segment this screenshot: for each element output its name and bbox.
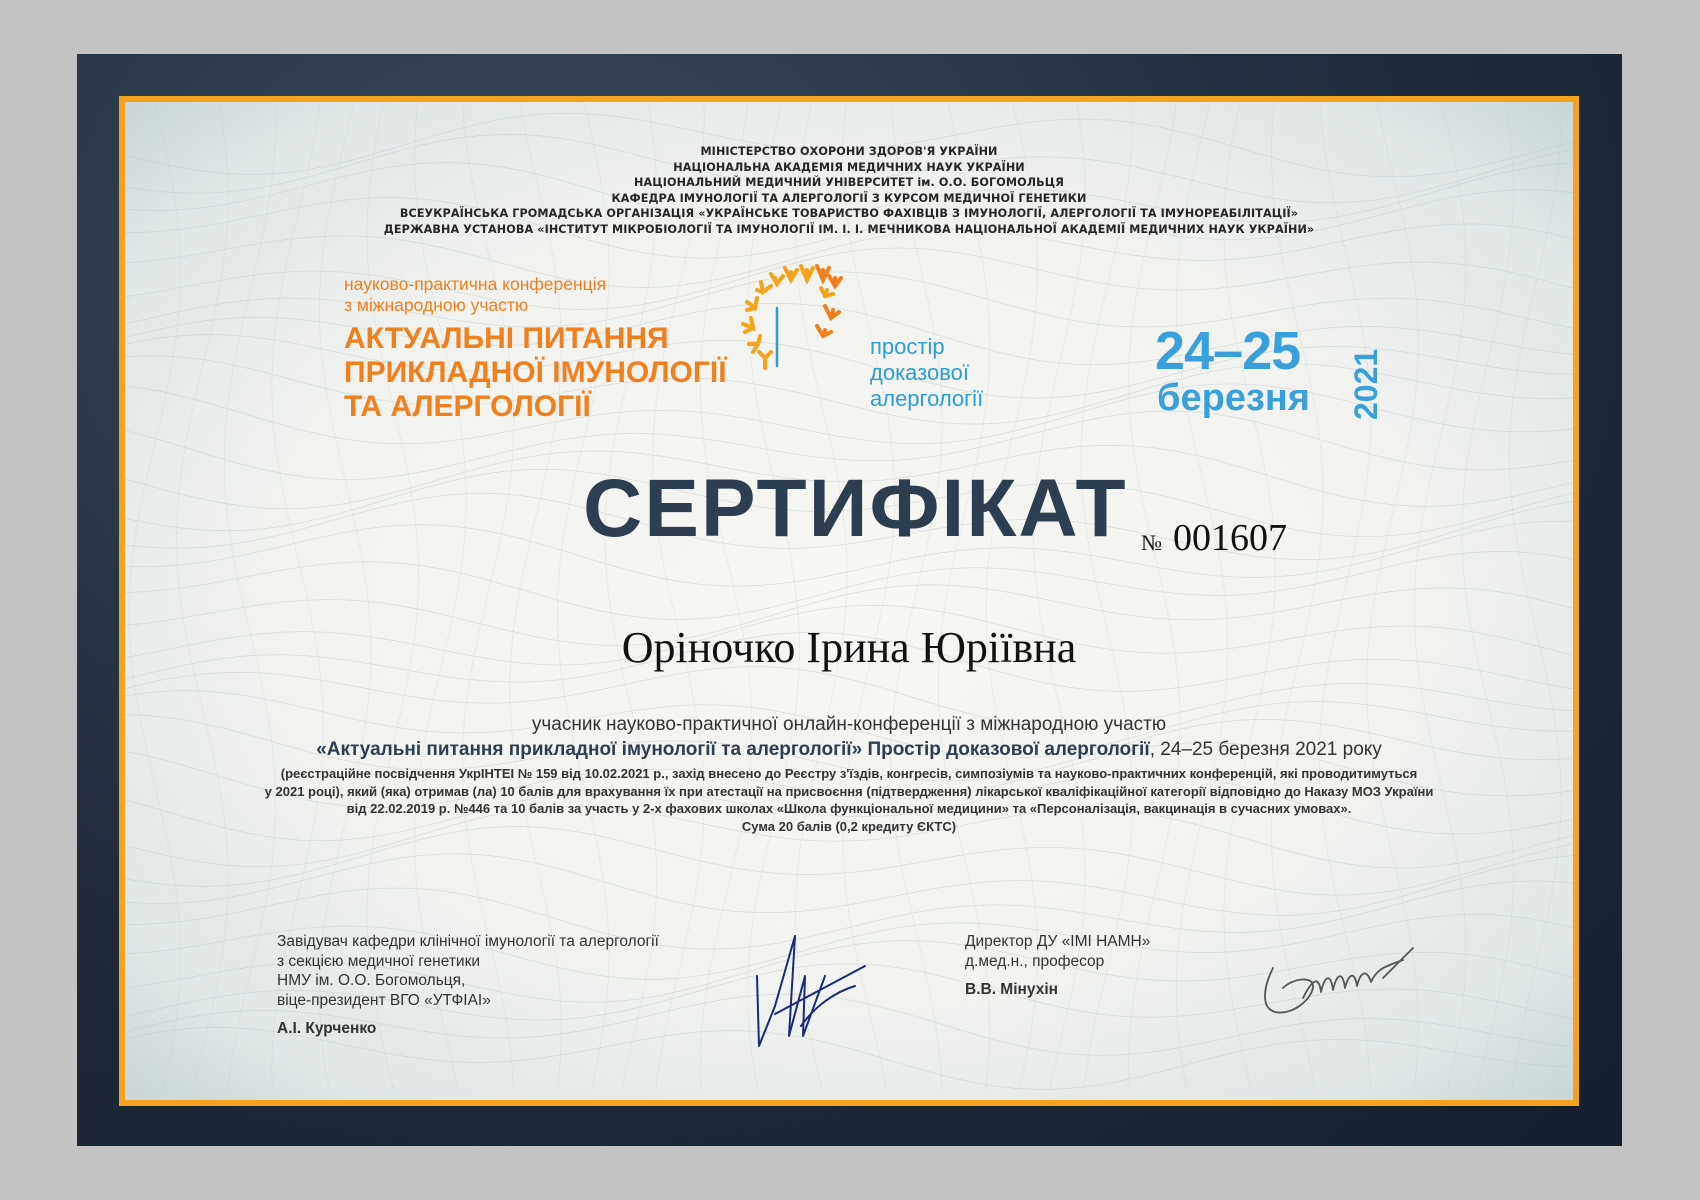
registration-line: у 2021 році), який (яка) отримав (ла) 10 балів для врахування їх при атестації на присвоєння (підтвердження) лікарської кваліфікаційної категорії відповідно до Наказу МОЗ України bbox=[264, 783, 1434, 799]
conference-name: «Актуальні питання прикладної імунології та алергології» Простір доказової алергології bbox=[316, 739, 1150, 760]
date-year: 2021 bbox=[1348, 348, 1384, 420]
organizations-header bbox=[125, 144, 1573, 237]
registration-line: від 22.02.2019 р. №446 та 10 балів за участь у 2-х фахових школах «Школа функціональної медицини» та «Персоналізація, вакцинація в сучасних умовах». bbox=[346, 801, 1352, 816]
recipient-name: Оріночко Ірина Юріївна bbox=[621, 623, 1077, 672]
signatory-left-position: з секцією медичної генетики bbox=[277, 952, 481, 970]
points-sum-prefix: Сума bbox=[741, 818, 779, 834]
date-days: 24–25 bbox=[1155, 321, 1301, 381]
registration-details bbox=[175, 765, 1523, 835]
conference-title-line: ТА АЛЕРГОЛОГІЇ bbox=[344, 390, 591, 423]
signature-right bbox=[1253, 938, 1433, 1028]
signatory-left-position: Завідувач кафедри клінічної імунології та алергології bbox=[277, 933, 659, 950]
signatory-left-name: А.І. Курченко bbox=[277, 1020, 377, 1037]
certificate-title: СЕРТИФІКАТ bbox=[583, 463, 1128, 554]
conference-subtitle-line: з міжнародною участю bbox=[344, 295, 529, 315]
participation-text: учасник науково-практичної онлайн-конференції з міжнародною участю bbox=[531, 714, 1167, 735]
certificate-body bbox=[175, 712, 1523, 835]
organization-line: ДЕРЖАВНА УСТАНОВА «ІНСТИТУТ МІКРОБІОЛОГІЇ ТА ІМУНОЛОГІЇ ІМ. І. І. МЕЧНИКОВА НАЦІОНАЛЬНОЇ АКАДЕМІЇ МЕДИЧНИХ НАУК УКРАЇНИ» bbox=[383, 222, 1315, 236]
logo-text-line: алергології bbox=[870, 386, 984, 411]
organization-line: ВСЕУКРАЇНСЬКА ГРОМАДСЬКА ОРГАНІЗАЦІЯ «УКРАЇНСЬКЕ ТОВАРИСТВО ФАХІВЦІВ З ІМУНОЛОГІЇ, АЛЕРГОЛОГІЇ ТА ІМУНОРЕАБІЛІТАЦІЇ» bbox=[399, 207, 1299, 220]
signatory-left bbox=[277, 932, 659, 1039]
organization-line: МІНІСТЕРСТВО ОХОРОНИ ЗДОРОВ'Я УКРАЇНИ bbox=[700, 145, 998, 158]
logo-text bbox=[870, 334, 983, 412]
date-month: березня bbox=[1157, 377, 1310, 419]
signatory-left-position: віце-президент ВГО «УТФІАІ» bbox=[277, 991, 491, 1009]
organization-line: КАФЕДРА ІМУНОЛОГІЇ ТА АЛЕРГОЛОГІЇ З КУРСОМ МЕДИЧНОЇ ГЕНЕТИКИ bbox=[611, 191, 1087, 205]
signatory-right bbox=[965, 932, 1150, 1000]
certificate-number: 001607 bbox=[1173, 517, 1287, 559]
signatory-right-name: В.В. Мінухін bbox=[965, 981, 1058, 998]
signatory-right-position: д.мед.н., професор bbox=[965, 952, 1105, 970]
signatory-left-position: НМУ ім. О.О. Богомольця, bbox=[277, 972, 466, 989]
points-sum bbox=[175, 818, 1523, 836]
conference-title-line: АКТУАЛЬНІ ПИТАННЯ bbox=[344, 322, 669, 355]
antibody-logo-icon bbox=[725, 248, 865, 378]
points-sum-suffix: балів (0,2 кредиту ЄКТС) bbox=[793, 818, 957, 834]
organization-line: НАЦІОНАЛЬНА АКАДЕМІЯ МЕДИЧНИХ НАУК УКРАЇНИ bbox=[673, 160, 1025, 174]
conference-title-line: ПРИКЛАДНОЇ ІМУНОЛОГІЇ bbox=[344, 356, 727, 389]
conference-reference bbox=[175, 737, 1523, 762]
certificate-number-label: № bbox=[1141, 530, 1162, 555]
registration-line: (реєстраційне посвідчення УкрІНТЕІ № 159 від 10.02.2021 р., захід внесено до Реєстру з'їздів, конгресів, симпозіумів та науково-практичних конференцій, які проводитимуться bbox=[280, 766, 1418, 781]
signatory-right-position: Директор ДУ «ІМІ НАМН» bbox=[965, 933, 1151, 950]
logo-text-line: простір bbox=[870, 334, 945, 359]
organization-line: НАЦІОНАЛЬНИЙ МЕДИЧНИЙ УНІВЕРСИТЕТ ім. О.О. БОГОМОЛЬЦЯ bbox=[634, 176, 1064, 189]
points-sum-value: 20 bbox=[778, 818, 794, 834]
conference-date-text: , 24–25 березня 2021 року bbox=[1149, 739, 1382, 760]
conference-title bbox=[344, 322, 727, 424]
signature-left bbox=[745, 896, 885, 1056]
conference-subtitle bbox=[344, 274, 606, 316]
conference-subtitle-line: науково-практична конференція bbox=[344, 274, 607, 294]
certificate bbox=[119, 96, 1579, 1106]
logo-text-line: доказової bbox=[870, 360, 970, 385]
